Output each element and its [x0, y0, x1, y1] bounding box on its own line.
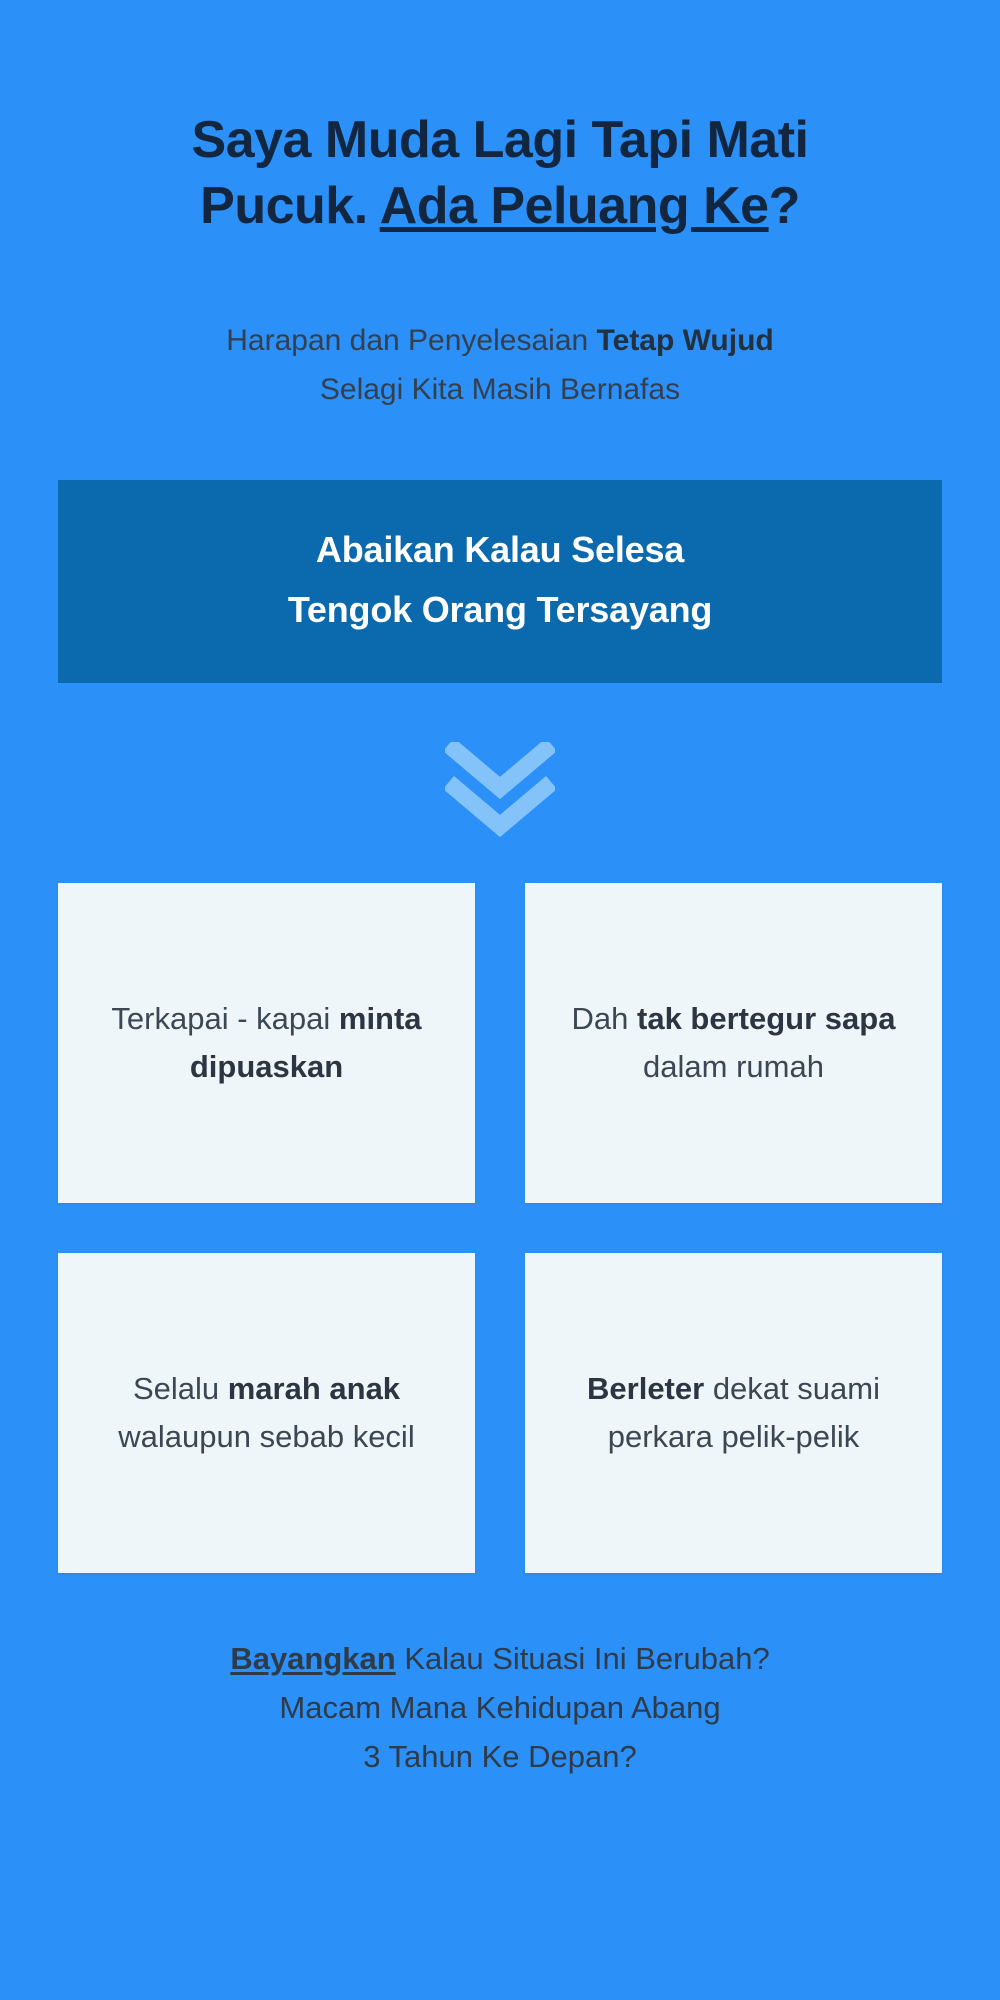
- card-marah-anak-part-1: marah anak: [227, 1370, 401, 1406]
- card-marah-anak-text: [84, 1365, 449, 1461]
- headline-line-1-text: Saya Muda Lagi Tapi Mati: [191, 111, 809, 169]
- subheading-line-2-text: Selagi Kita Masih Bernafas: [319, 372, 681, 406]
- page-title: [0, 108, 1000, 239]
- card-terkapai-part-2: minta dipuaskan: [189, 1000, 422, 1084]
- subheading-emphasis: Tetap Wujud: [596, 324, 774, 358]
- banner-line-1: Abaikan Kalau Selesa: [315, 529, 685, 571]
- closing-line-1: [60, 1635, 940, 1684]
- card-terkapai-text: [84, 995, 449, 1091]
- card-terkapai-part-0: Terkapai -: [111, 1000, 248, 1036]
- card-berleter-part-1: dekat suami perkara pelik-pelik: [607, 1370, 880, 1454]
- card-terkapai-part-1: kapai: [247, 1000, 339, 1036]
- pain-point-card-grid: [58, 883, 942, 1573]
- subheading: [0, 317, 1000, 414]
- banner-line-2: Tengok Orang Tersayang: [287, 588, 713, 630]
- headline-underlined-phrase: Ada Peluang Ke: [379, 176, 769, 235]
- subheading-line-1-lead: Harapan dan Penyelesaian: [226, 324, 597, 358]
- highlight-banner: [58, 480, 942, 683]
- card-berleter: [525, 1253, 942, 1573]
- closing-underlined-word: Bayangkan: [230, 1641, 396, 1676]
- card-marah-anak-part-2: walaupun sebab kecil: [118, 1419, 415, 1454]
- headline-line-2-lead: Pucuk.: [200, 176, 380, 235]
- card-tak-bertegur-text: [551, 995, 916, 1091]
- card-terkapai: [58, 883, 475, 1203]
- subheading-line-1: [80, 317, 920, 366]
- card-tak-bertegur: [525, 883, 942, 1203]
- closing-line-1-rest: Kalau Situasi Ini Berubah?: [395, 1641, 770, 1676]
- card-tak-bertegur-part-0: Dah: [571, 1000, 638, 1036]
- closing-line-3-text: 3 Tahun Ke Depan?: [363, 1738, 637, 1774]
- card-tak-bertegur-part-1: tak bertegur sapa: [637, 1000, 896, 1036]
- closing-line-2-text: Macam Mana Kehidupan Abang: [279, 1689, 721, 1725]
- double-chevron-down-icon: [0, 735, 1000, 845]
- closing-line-3: [60, 1733, 940, 1782]
- card-tak-bertegur-part-2: dalam rumah: [643, 1049, 824, 1084]
- subheading-line-2: [80, 366, 920, 415]
- card-berleter-part-0: Berleter: [587, 1370, 705, 1406]
- headline-line-2: [56, 174, 944, 240]
- card-marah-anak-part-0: Selalu: [132, 1370, 228, 1406]
- closing-line-2: [60, 1684, 940, 1733]
- closing-question: [0, 1635, 1000, 1782]
- card-marah-anak: [58, 1253, 475, 1573]
- card-berleter-text: [551, 1365, 916, 1461]
- headline-line-1: [56, 108, 944, 174]
- headline-line-2-tail: ?: [768, 176, 800, 235]
